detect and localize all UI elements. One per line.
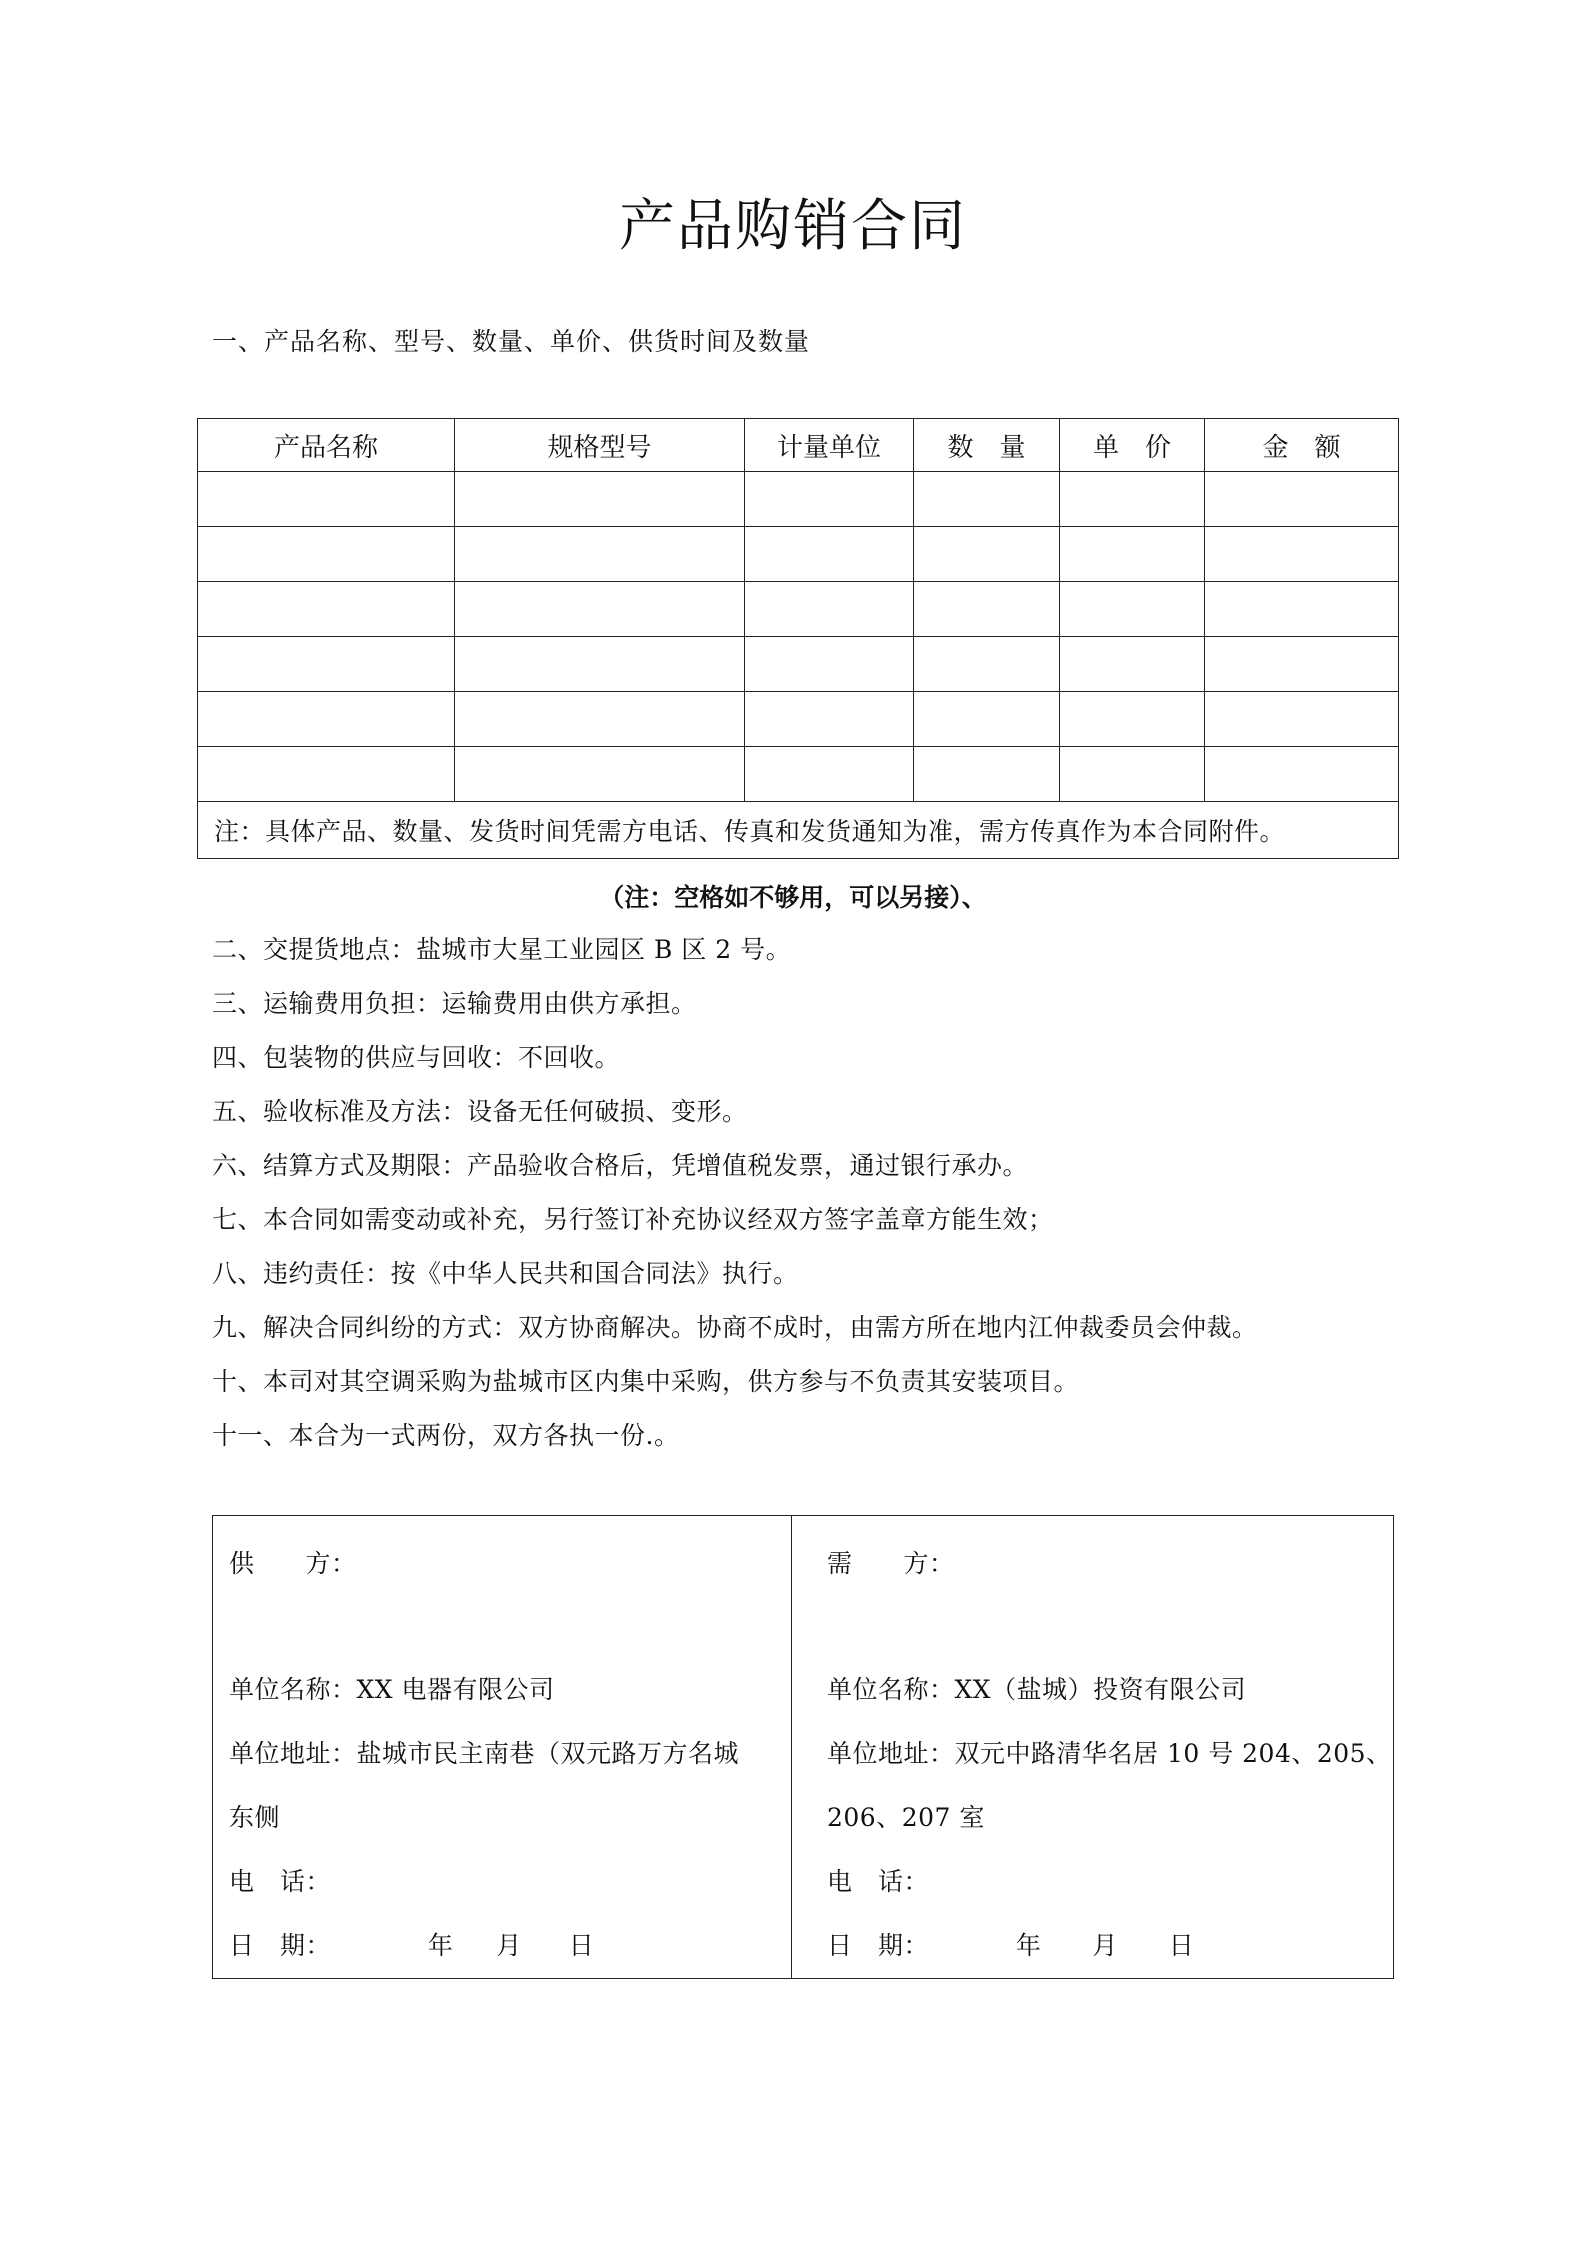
table-note-row bbox=[198, 802, 1399, 859]
table-cell bbox=[745, 582, 914, 637]
header-unit: 计量单位 bbox=[745, 419, 914, 472]
table-subnote: （注：空格如不够用，可以另接）、 bbox=[599, 883, 987, 912]
products-table bbox=[197, 418, 1399, 859]
table-cell bbox=[1060, 527, 1205, 582]
supplier-date-year: 年 bbox=[427, 1931, 454, 1960]
buyer-date-year: 年 bbox=[1015, 1931, 1042, 1960]
header-amount: 金 额 bbox=[1205, 419, 1399, 472]
supplier-role: 供 方： bbox=[229, 1549, 357, 1578]
clause-5-acceptance: 五、验收标准及方法：设备无任何破损、变形。 bbox=[212, 1097, 748, 1126]
buyer-role: 需 方： bbox=[827, 1549, 955, 1578]
table-row bbox=[198, 637, 1399, 692]
table-note: 注：具体产品、数量、发货时间凭需方电话、传真和发货通知为准，需方传真作为本合同附件。 bbox=[198, 802, 1399, 859]
signature-divider bbox=[791, 1516, 792, 1978]
buyer-name: 单位名称：XX（盐城）投资有限公司 bbox=[827, 1675, 1247, 1704]
table-cell bbox=[455, 582, 745, 637]
clause-6-settlement: 六、结算方式及期限：产品验收合格后，凭增值税发票，通过银行承办。 bbox=[212, 1151, 1029, 1180]
supplier-name: 单位名称：XX 电器有限公司 bbox=[229, 1675, 555, 1704]
clause-11-copies: 十一、本合为一式两份，双方各执一份.。 bbox=[212, 1421, 680, 1450]
table-cell bbox=[1205, 582, 1399, 637]
clause-3-transport-cost: 三、运输费用负担：运输费用由供方承担。 bbox=[212, 989, 697, 1018]
table-cell bbox=[455, 637, 745, 692]
table-cell bbox=[198, 747, 455, 802]
buyer-address: 单位地址：双元中路清华名居 10 号 204、205、 bbox=[827, 1739, 1392, 1768]
table-cell bbox=[1205, 637, 1399, 692]
buyer-address-cont: 206、207 室 bbox=[827, 1803, 985, 1832]
table-cell bbox=[1060, 582, 1205, 637]
buyer-date bbox=[827, 1926, 1194, 1962]
clause-9-disputes: 九、解决合同纠纷的方式：双方协商解决。协商不成时，由需方所在地内江仲裁委员会仲裁。 bbox=[212, 1313, 1258, 1342]
header-spec-model: 规格型号 bbox=[455, 419, 745, 472]
table-cell bbox=[1205, 527, 1399, 582]
table-header-row bbox=[198, 419, 1399, 472]
signature-box bbox=[212, 1515, 1394, 1979]
buyer-date-day: 日 bbox=[1168, 1931, 1195, 1960]
clause-8-liability: 八、违约责任：按《中华人民共和国合同法》执行。 bbox=[212, 1259, 799, 1288]
table-cell bbox=[914, 582, 1060, 637]
table-cell bbox=[455, 747, 745, 802]
header-unit-price: 单 价 bbox=[1060, 419, 1205, 472]
table-cell bbox=[455, 527, 745, 582]
table-cell bbox=[198, 527, 455, 582]
table-cell bbox=[914, 692, 1060, 747]
supplier-date-day: 日 bbox=[568, 1931, 595, 1960]
table-row bbox=[198, 582, 1399, 637]
table-cell bbox=[745, 637, 914, 692]
clause-2-delivery-location: 二、交提货地点：盐城市大星工业园区 B 区 2 号。 bbox=[212, 935, 792, 964]
section-heading-products: 一、产品名称、型号、数量、单价、供货时间及数量 bbox=[212, 327, 811, 356]
table-cell bbox=[1060, 637, 1205, 692]
clause-4-packaging: 四、包装物的供应与回收：不回收。 bbox=[212, 1043, 621, 1072]
table-cell bbox=[198, 692, 455, 747]
supplier-phone: 电 话： bbox=[229, 1867, 332, 1896]
table-cell bbox=[198, 637, 455, 692]
buyer-phone: 电 话： bbox=[827, 1867, 930, 1896]
table-cell bbox=[914, 472, 1060, 527]
table-cell bbox=[1205, 692, 1399, 747]
clause-7-amendment: 七、本合同如需变动或补充，另行签订补充协议经双方签字盖章方能生效； bbox=[212, 1205, 1054, 1234]
buyer-date-month: 月 bbox=[1092, 1931, 1118, 1960]
table-cell bbox=[198, 472, 455, 527]
clause-10-procurement: 十、本司对其空调采购为盐城市区内集中采购，供方参与不负责其安装项目。 bbox=[212, 1367, 1080, 1396]
table-cell bbox=[914, 527, 1060, 582]
table-cell bbox=[745, 472, 914, 527]
supplier-address: 单位地址：盐城市民主南巷（双元路万方名城 bbox=[229, 1739, 740, 1768]
table-row bbox=[198, 692, 1399, 747]
table-cell bbox=[1060, 692, 1205, 747]
header-product-name: 产品名称 bbox=[198, 419, 455, 472]
table-row bbox=[198, 747, 1399, 802]
table-cell bbox=[1060, 472, 1205, 527]
supplier-date-month: 月 bbox=[496, 1931, 522, 1960]
contract-clauses bbox=[212, 930, 1258, 1470]
document-title: 产品购销合同 bbox=[619, 194, 967, 259]
table-cell bbox=[1060, 747, 1205, 802]
table-cell bbox=[455, 692, 745, 747]
table-cell bbox=[745, 692, 914, 747]
supplier-address-cont: 东侧 bbox=[229, 1803, 281, 1832]
table-cell bbox=[914, 747, 1060, 802]
table-cell bbox=[1205, 747, 1399, 802]
header-quantity: 数 量 bbox=[914, 419, 1060, 472]
table-cell bbox=[914, 637, 1060, 692]
table-cell bbox=[455, 472, 745, 527]
table-row bbox=[198, 472, 1399, 527]
supplier-date-label: 日 期： bbox=[229, 1931, 332, 1960]
table-cell bbox=[745, 747, 914, 802]
table-row bbox=[198, 527, 1399, 582]
supplier-date bbox=[229, 1926, 594, 1962]
buyer-date-label: 日 期： bbox=[827, 1931, 930, 1960]
table-cell bbox=[1205, 472, 1399, 527]
table-cell bbox=[745, 527, 914, 582]
table-cell bbox=[198, 582, 455, 637]
